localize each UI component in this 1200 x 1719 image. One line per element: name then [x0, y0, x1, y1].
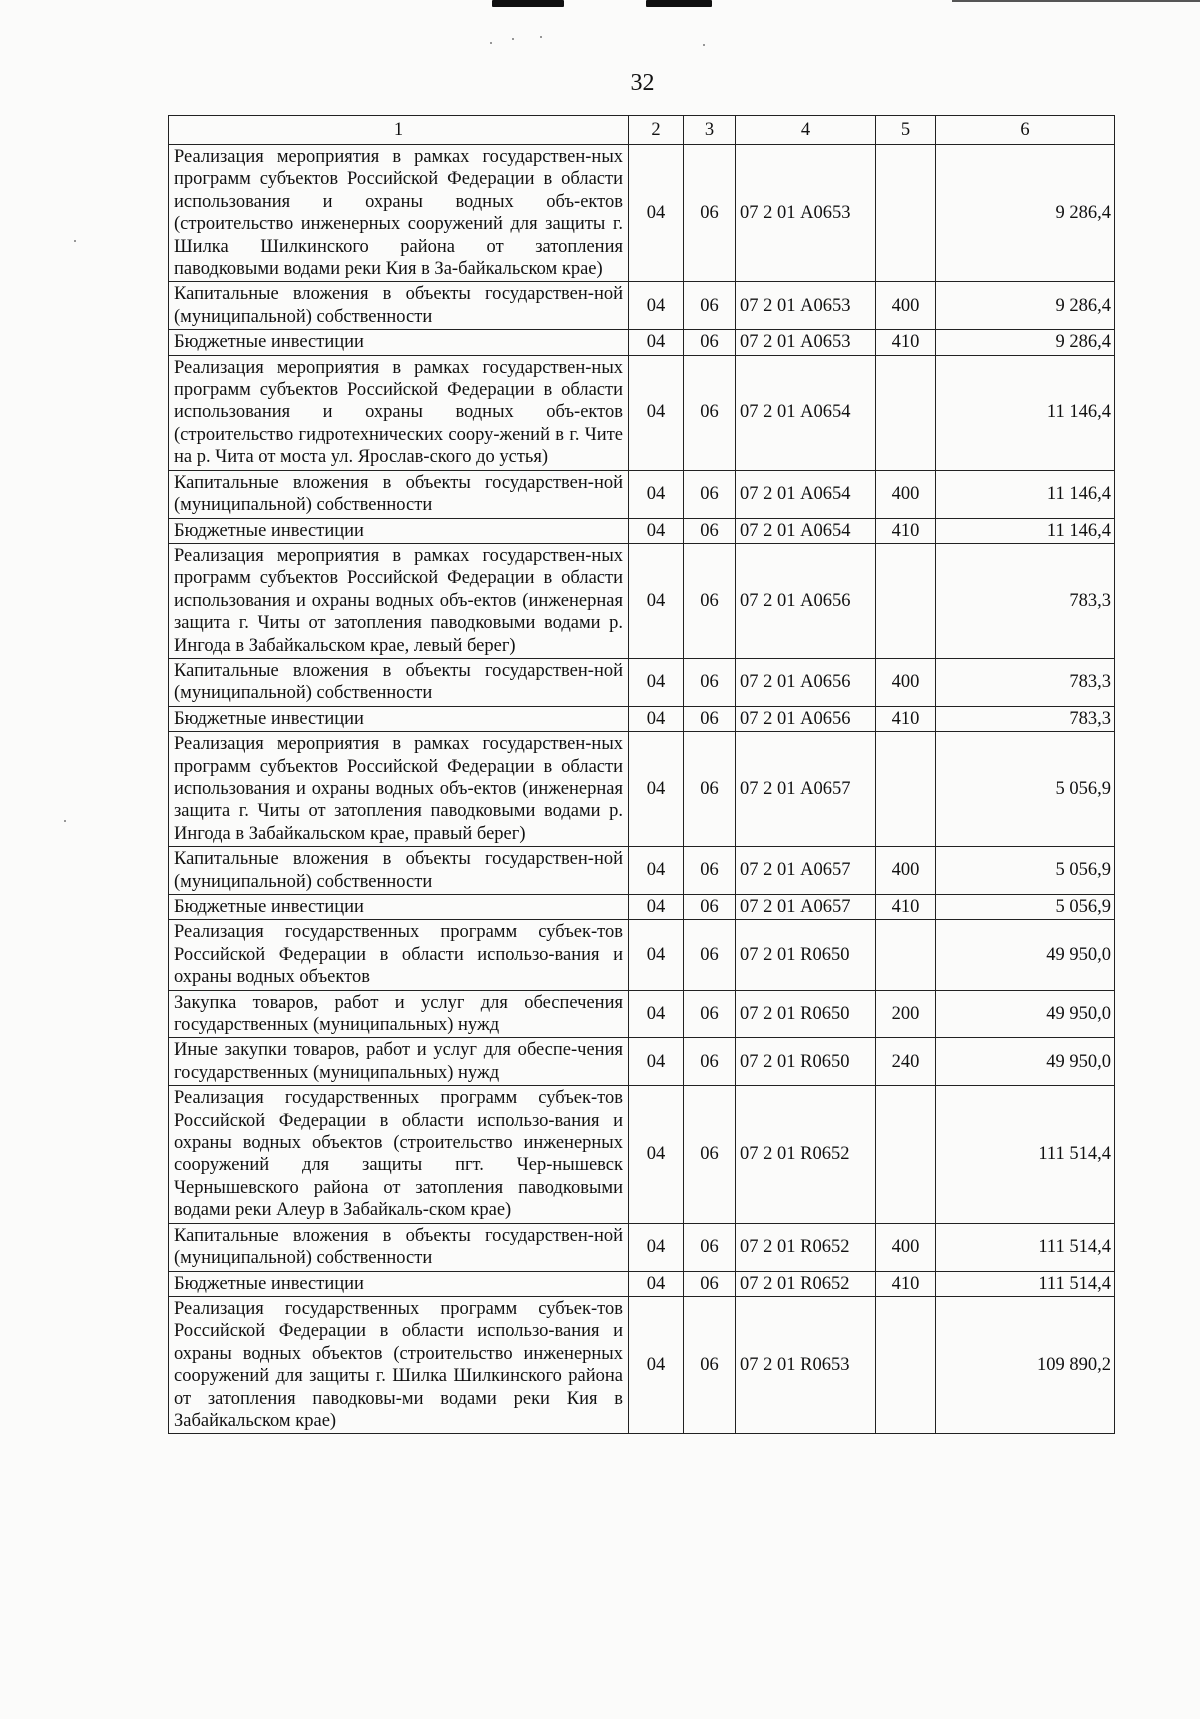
table-row [169, 732, 1115, 847]
row-name: Капитальные вложения в объекты государствен-ной (муниципальной) собственности [169, 658, 629, 706]
row-expense-type: 400 [876, 282, 936, 330]
budget-table [168, 115, 1115, 1434]
table-row [169, 920, 1115, 990]
table-row [169, 895, 1115, 920]
row-name: Реализация мероприятия в рамках государствен-ных программ субъектов Российской Федерации в области использования и охраны водных объ-ектов (инженерная защита г. Читы от затопления паводковыми водами р. Ингода в Забайкальском крае, левый берег) [169, 543, 629, 658]
row-expense-type: 400 [876, 1223, 936, 1271]
row-expense-type [876, 355, 936, 470]
row-expense-type [876, 1086, 936, 1223]
row-section: 04 [629, 1296, 684, 1433]
column-header-2: 2 [629, 116, 684, 145]
row-target-code: 07 2 01 R0652 [736, 1223, 876, 1271]
table-row [169, 706, 1115, 731]
row-expense-type [876, 920, 936, 990]
row-target-code: 07 2 01 А0657 [736, 895, 876, 920]
row-subsection: 06 [684, 1296, 736, 1433]
row-section: 04 [629, 282, 684, 330]
row-expense-type: 400 [876, 470, 936, 518]
row-section: 04 [629, 1223, 684, 1271]
row-subsection: 06 [684, 732, 736, 847]
row-section: 04 [629, 1271, 684, 1296]
row-amount: 9 286,4 [936, 282, 1115, 330]
scan-speck [74, 240, 76, 242]
row-subsection: 06 [684, 1271, 736, 1296]
row-name: Реализация государственных программ субъек-тов Российской Федерации в области использо-вания и охраны водных объектов [169, 920, 629, 990]
row-target-code: 07 2 01 А0656 [736, 543, 876, 658]
row-name: Реализация государственных программ субъек-тов Российской Федерации в области использо-вания и охраны водных объектов (строительство инженерных сооружений для защиты пгт. Чер-нышевск Чернышевского района от затопления паводковыми водами реки Алеур в Забайкаль-ском крае) [169, 1086, 629, 1223]
row-expense-type: 410 [876, 1271, 936, 1296]
row-section: 04 [629, 543, 684, 658]
row-section: 04 [629, 990, 684, 1038]
row-amount: 49 950,0 [936, 1038, 1115, 1086]
row-subsection: 06 [684, 543, 736, 658]
row-target-code: 07 2 01 R0652 [736, 1086, 876, 1223]
row-amount: 783,3 [936, 658, 1115, 706]
row-expense-type: 400 [876, 658, 936, 706]
scan-speck [64, 820, 66, 822]
scan-speck [703, 44, 705, 46]
table-row [169, 1296, 1115, 1433]
row-name: Бюджетные инвестиции [169, 518, 629, 543]
row-amount: 5 056,9 [936, 895, 1115, 920]
row-subsection: 06 [684, 470, 736, 518]
column-header-4: 4 [736, 116, 876, 145]
column-header-1: 1 [169, 116, 629, 145]
column-header-5: 5 [876, 116, 936, 145]
row-expense-type: 240 [876, 1038, 936, 1086]
row-section: 04 [629, 355, 684, 470]
row-amount: 111 514,4 [936, 1223, 1115, 1271]
row-target-code: 07 2 01 R0653 [736, 1296, 876, 1433]
row-target-code: 07 2 01 А0656 [736, 658, 876, 706]
row-amount: 5 056,9 [936, 847, 1115, 895]
scan-speck [540, 36, 542, 38]
table-header-row [169, 116, 1115, 145]
row-name: Реализация мероприятия в рамках государствен-ных программ субъектов Российской Федерации в области использования и охраны водных объ-ектов (инженерная защита г. Читы от затопления паводковыми водами р. Ингода в Забайкальском крае, правый берег) [169, 732, 629, 847]
row-name: Капитальные вложения в объекты государствен-ной (муниципальной) собственности [169, 1223, 629, 1271]
scan-artifact-mark [646, 0, 712, 7]
scan-artifact-line [952, 0, 1200, 2]
row-amount: 109 890,2 [936, 1296, 1115, 1433]
row-amount: 111 514,4 [936, 1271, 1115, 1296]
scan-artifact-mark [492, 0, 564, 7]
row-amount: 783,3 [936, 706, 1115, 731]
row-section: 04 [629, 330, 684, 355]
row-amount: 9 286,4 [936, 145, 1115, 282]
table-row [169, 1038, 1115, 1086]
table-row [169, 470, 1115, 518]
row-amount: 11 146,4 [936, 518, 1115, 543]
row-amount: 5 056,9 [936, 732, 1115, 847]
row-subsection: 06 [684, 1038, 736, 1086]
scan-speck [490, 42, 492, 44]
page-number: 32 [630, 70, 655, 96]
row-section: 04 [629, 732, 684, 847]
table-row [169, 543, 1115, 658]
row-section: 04 [629, 895, 684, 920]
row-name: Реализация государственных программ субъек-тов Российской Федерации в области использо-вания и охраны водных объектов (строительство инженерных сооружений для защиты г. Шилка Шилкинского района от затопления паводковы-ми водами реки Кия в Забайкальском крае) [169, 1296, 629, 1433]
row-section: 04 [629, 847, 684, 895]
table-row [169, 1223, 1115, 1271]
row-section: 04 [629, 1086, 684, 1223]
row-expense-type [876, 543, 936, 658]
table-row [169, 518, 1115, 543]
row-expense-type: 410 [876, 706, 936, 731]
row-subsection: 06 [684, 330, 736, 355]
row-subsection: 06 [684, 518, 736, 543]
row-target-code: 07 2 01 А0653 [736, 282, 876, 330]
row-name: Закупка товаров, работ и услуг для обеспечения государственных (муниципальных) нужд [169, 990, 629, 1038]
row-target-code: 07 2 01 R0650 [736, 990, 876, 1038]
row-expense-type [876, 145, 936, 282]
table-row [169, 330, 1115, 355]
row-amount: 11 146,4 [936, 470, 1115, 518]
row-subsection: 06 [684, 145, 736, 282]
row-expense-type: 200 [876, 990, 936, 1038]
row-section: 04 [629, 470, 684, 518]
row-expense-type [876, 1296, 936, 1433]
table-row [169, 990, 1115, 1038]
row-subsection: 06 [684, 1223, 736, 1271]
row-target-code: 07 2 01 R0652 [736, 1271, 876, 1296]
row-name: Бюджетные инвестиции [169, 330, 629, 355]
table-row [169, 1271, 1115, 1296]
row-expense-type [876, 732, 936, 847]
row-section: 04 [629, 145, 684, 282]
table-row [169, 847, 1115, 895]
row-name: Иные закупки товаров, работ и услуг для обеспе-чения государственных (муниципальных) нужд [169, 1038, 629, 1086]
row-target-code: 07 2 01 А0657 [736, 847, 876, 895]
row-subsection: 06 [684, 1086, 736, 1223]
row-name: Капитальные вложения в объекты государствен-ной (муниципальной) собственности [169, 470, 629, 518]
row-subsection: 06 [684, 355, 736, 470]
column-header-6: 6 [936, 116, 1115, 145]
row-target-code: 07 2 01 А0654 [736, 470, 876, 518]
column-header-3: 3 [684, 116, 736, 145]
table-row [169, 355, 1115, 470]
row-target-code: 07 2 01 R0650 [736, 920, 876, 990]
row-section: 04 [629, 518, 684, 543]
row-subsection: 06 [684, 706, 736, 731]
row-name: Бюджетные инвестиции [169, 895, 629, 920]
row-subsection: 06 [684, 895, 736, 920]
row-name: Реализация мероприятия в рамках государствен-ных программ субъектов Российской Федерации в области использования и охраны водных объ-ектов (строительство гидротехнических соору-жений в г. Чите на р. Чита от моста ул. Ярослав-ского до устья) [169, 355, 629, 470]
row-target-code: 07 2 01 R0650 [736, 1038, 876, 1086]
row-name: Капитальные вложения в объекты государствен-ной (муниципальной) собственности [169, 282, 629, 330]
row-target-code: 07 2 01 А0656 [736, 706, 876, 731]
row-amount: 49 950,0 [936, 990, 1115, 1038]
row-subsection: 06 [684, 920, 736, 990]
row-name: Бюджетные инвестиции [169, 706, 629, 731]
row-name: Бюджетные инвестиции [169, 1271, 629, 1296]
row-amount: 783,3 [936, 543, 1115, 658]
row-subsection: 06 [684, 282, 736, 330]
row-section: 04 [629, 920, 684, 990]
row-amount: 11 146,4 [936, 355, 1115, 470]
row-target-code: 07 2 01 А0653 [736, 145, 876, 282]
row-expense-type: 410 [876, 518, 936, 543]
row-section: 04 [629, 706, 684, 731]
row-name: Реализация мероприятия в рамках государствен-ных программ субъектов Российской Федерации в области использования и охраны водных объ-ектов (строительство инженерных сооружений для защиты г. Шилка Шилкинского района от затопления паводковыми водами реки Кия в За-байкальском крае) [169, 145, 629, 282]
row-subsection: 06 [684, 990, 736, 1038]
row-expense-type: 410 [876, 330, 936, 355]
table-row [169, 1086, 1115, 1223]
row-expense-type: 410 [876, 895, 936, 920]
row-target-code: 07 2 01 А0657 [736, 732, 876, 847]
row-subsection: 06 [684, 847, 736, 895]
row-expense-type: 400 [876, 847, 936, 895]
row-section: 04 [629, 1038, 684, 1086]
row-target-code: 07 2 01 А0654 [736, 355, 876, 470]
row-amount: 111 514,4 [936, 1086, 1115, 1223]
table-row [169, 145, 1115, 282]
row-subsection: 06 [684, 658, 736, 706]
scan-speck [512, 38, 514, 40]
table-row [169, 658, 1115, 706]
row-target-code: 07 2 01 А0653 [736, 330, 876, 355]
row-name: Капитальные вложения в объекты государствен-ной (муниципальной) собственности [169, 847, 629, 895]
table-row [169, 282, 1115, 330]
row-target-code: 07 2 01 А0654 [736, 518, 876, 543]
row-section: 04 [629, 658, 684, 706]
row-amount: 49 950,0 [936, 920, 1115, 990]
row-amount: 9 286,4 [936, 330, 1115, 355]
